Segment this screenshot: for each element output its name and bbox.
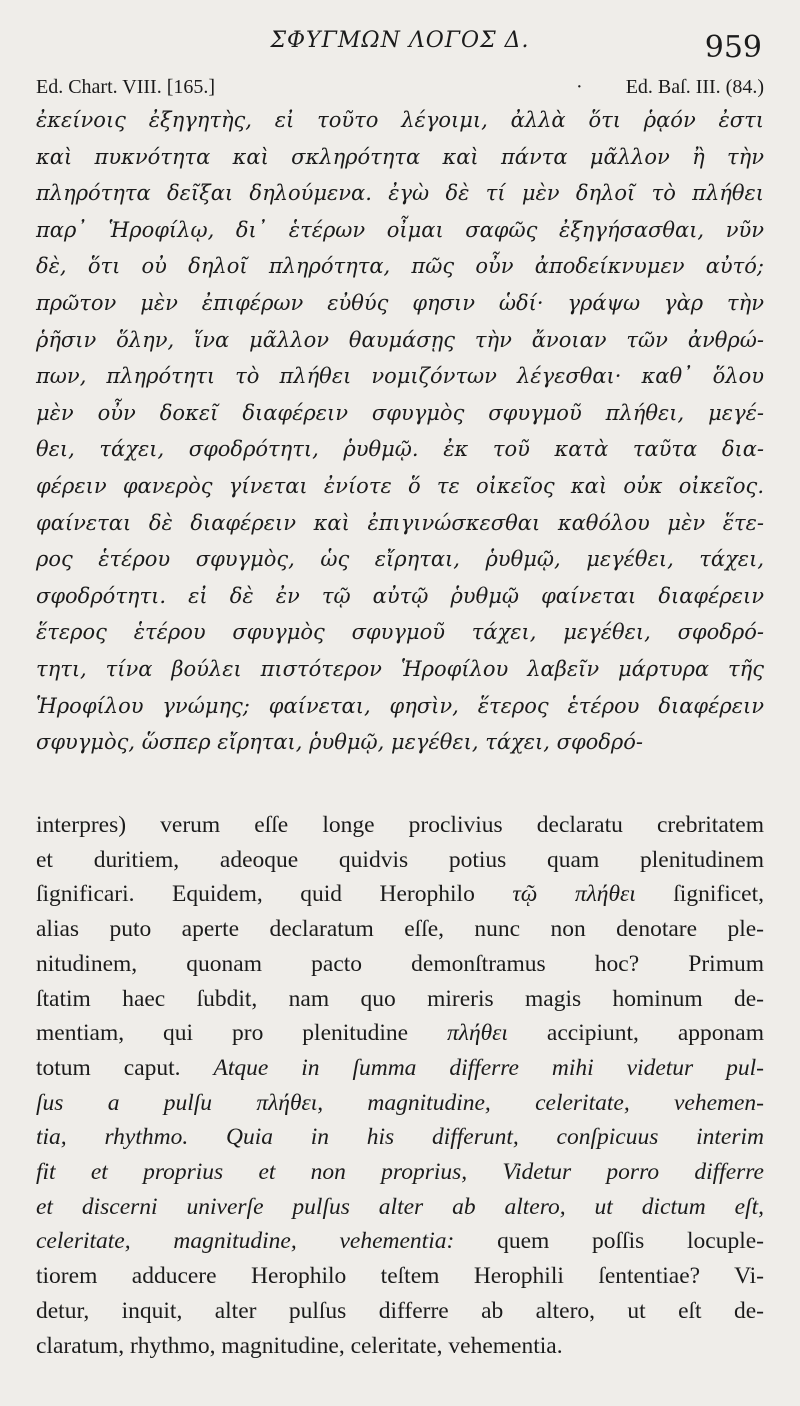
latin-text-line: [36, 843, 764, 878]
greek-text-line: ἐκείνοις ἐξηγητὴς, εἰ τοῦτο λέγοιμι, ἀλλὰ ὅτι ῥᾳόν ἐστι: [36, 108, 764, 132]
text-segment: detur, inquit, alter pulſus differre ab altero, ut eſt de-: [36, 1297, 764, 1324]
text-segment: claratum, rhythmo, magnitudine, celeritate, vehementia.: [36, 1332, 563, 1359]
greek-text-line: ρος ἑτέρου σφυγμὸς, ὡς εἴρηται, ῥυθμῷ, μεγέθει, τάχει,: [36, 547, 764, 572]
italic-text-segment: et discerni univerſe pulſus alter ab altero, ut dictum eſt,: [36, 1193, 764, 1220]
greek-text-line: δὲ, ὅτι οὐ δηλοῖ πληρότητα, πῶς οὖν ἀποδείκνυμεν αὐτό;: [36, 254, 764, 279]
greek-text-line: φέρειν φανερὸς γίνεται ἐνίοτε ὅ τε οἰκεῖος καὶ οὐκ οἰκεῖος.: [36, 473, 764, 498]
page-number: 959: [704, 30, 762, 65]
text-segment: ſignificet,: [635, 881, 764, 908]
latin-text-line: [36, 1120, 764, 1155]
text-segment: ſtatim haec ſubdit, nam quo mireris magis hominum de-: [36, 985, 764, 1012]
latin-text-line: [36, 1051, 764, 1086]
latin-text-line: [36, 1224, 764, 1259]
edition-chartier-reference: Ed. Chart. VIII. [165.]: [36, 76, 216, 98]
edition-basel-reference: Ed. Baſ. III. (84.): [625, 76, 764, 98]
text-segment: et duritiem, adeoque quidvis potius quam plenitudinem: [36, 846, 764, 873]
greek-text-block: [36, 102, 764, 761]
greek-text-line: ἕτερος ἑτέρου σφυγμὸς σφυγμοῦ τάχει, μεγέθει, σφοδρό-: [36, 620, 764, 645]
latin-text-line: [36, 877, 764, 912]
latin-text-line: [36, 947, 764, 982]
latin-translation-block: [36, 808, 764, 1363]
greek-text-line: πληρότητα δεῖξαι δηλούμενα. ἐγὼ δὲ τί μὲν δηλοῖ τὸ πλήθει: [36, 181, 764, 206]
latin-text-line: [36, 1259, 764, 1294]
latin-text-line: [36, 982, 764, 1017]
latin-text-line: [36, 1329, 764, 1364]
greek-text-line: ῥῆσιν ὅλην, ἵνα μᾶλλον θαυμάσῃς τὴν ἄνοιαν τῶν ἀνθρώ-: [36, 327, 764, 352]
greek-text-line: σφοδρότητι. εἰ δὲ ἐν τῷ αὐτῷ ῥυθμῷ φαίνεται διαφέρειν: [36, 583, 764, 608]
italic-text-segment: fit et proprius et non proprius, Videtur porro differre: [36, 1159, 764, 1186]
latin-text-line: [36, 1294, 764, 1329]
text-segment: quem poſſis locuple-: [497, 1228, 764, 1255]
text-segment: interpres) verum eſſe longe proclivius declaratu crebritatem: [36, 812, 764, 838]
greek-text-line: μὲν οὖν δοκεῖ διαφέρειν σφυγμὸς σφυγμοῦ πλήθει, μεγέ-: [36, 400, 764, 425]
greek-text-line: τητι, τίνα βούλει πιστότερον Ἡροφίλου λαβεῖν μάρτυρα τῆς: [36, 656, 764, 681]
latin-text-line: [36, 1155, 764, 1190]
greek-text-line: καὶ πυκνότητα καὶ σκληρότητα καὶ πάντα μᾶλλον ἢ τὴν: [36, 144, 764, 169]
running-title: ΣΦΥΓΜΩΝ ΛΟΓΟΣ Δ.: [270, 28, 530, 53]
greek-text-line: σφυγμὸς, ὥσπερ εἴρηται, ῥυθμῷ, μεγέθει, τάχει, σφοδρό-: [36, 730, 644, 755]
italic-text-segment: πλήθει: [447, 1020, 508, 1047]
latin-text-line: [36, 1016, 764, 1051]
italic-text-segment: Atque in ſumma differre mihi videtur pul-: [213, 1054, 764, 1081]
italic-text-segment: τῷ πλήθει: [512, 881, 636, 908]
text-segment: nitudinem, quonam pacto demonſtramus hoc? Primum: [36, 950, 764, 977]
edition-separator-dot: ·: [576, 76, 583, 98]
italic-text-segment: ſus a pulſu πλήθει, magnitudine, celeritate, vehemen-: [36, 1089, 764, 1116]
text-segment: ſignificari. Equidem, quid Herophilo: [36, 881, 513, 908]
greek-text-line: πρῶτον μὲν ἐπιφέρων εὐθύς φησιν ὡδί· γράψω γὰρ τὴν: [36, 290, 764, 315]
text-segment: accipiunt, apponam: [507, 1020, 764, 1047]
greek-text-line: θει, τάχει, σφοδρότητι, ῥυθμῷ. ἐκ τοῦ κατὰ ταῦτα δια-: [36, 437, 764, 462]
latin-text-line: [36, 808, 764, 843]
greek-text-line: φαίνεται δὲ διαφέρειν καὶ ἐπιγινώσκεσθαι καθόλου μὲν ἕτε-: [36, 510, 764, 535]
latin-text-line: [36, 912, 764, 947]
greek-text-line: παρ᾽ Ἡροφίλῳ, δι᾽ ἑτέρων οἶμαι σαφῶς ἐξηγήσασθαι, νῦν: [36, 217, 764, 242]
greek-text-line: Ἡροφίλου γνώμης; φαίνεται, φησὶν, ἕτερος ἑτέρου διαφέρειν: [36, 693, 764, 718]
text-segment: totum caput.: [36, 1054, 214, 1081]
text-segment: mentiam, qui pro plenitudine: [36, 1020, 447, 1047]
greek-text-line: πων, πληρότητι τὸ πλήθει νομιζόντων λέγεσθαι· καθ᾽ ὅλου: [36, 364, 764, 389]
text-segment: alias puto aperte declaratum eſſe, nunc non denotare ple-: [36, 916, 764, 943]
latin-text-line: [36, 1190, 764, 1225]
latin-text-line: [36, 1086, 764, 1121]
text-segment: tiorem adducere Herophilo teſtem Herophili ſententiae? Vi-: [36, 1263, 764, 1290]
italic-text-segment: celeritate, magnitudine, vehementia:: [36, 1228, 498, 1255]
italic-text-segment: tia, rhythmo. Quia in his differunt, conſpicuus interim: [36, 1124, 764, 1151]
